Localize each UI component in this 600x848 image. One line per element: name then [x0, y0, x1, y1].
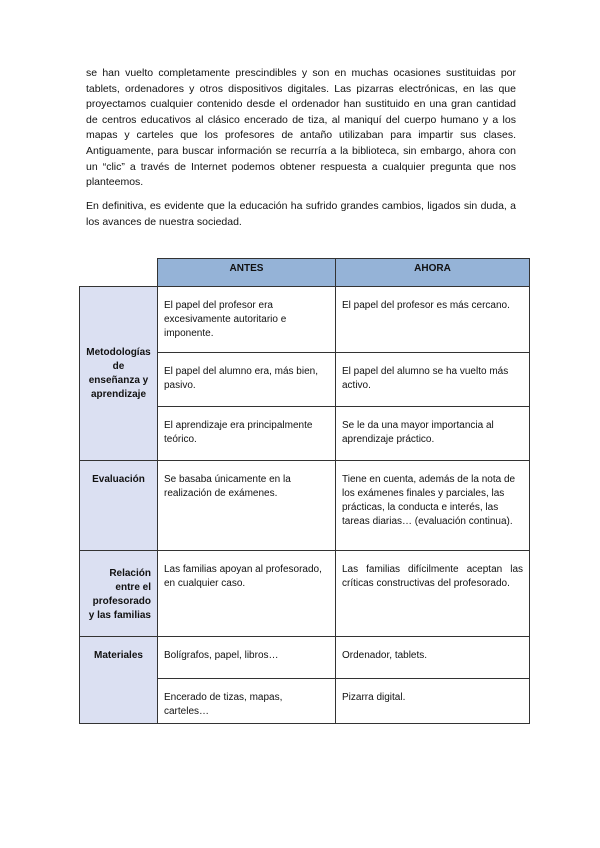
comparison-table	[79, 258, 530, 724]
table-corner	[80, 259, 158, 287]
cell-ahora-5: Las familias difícilmente aceptan las críticas constructivas del profesorado.	[336, 551, 530, 637]
body-paragraph-1: se han vuelto completamente prescindibles y son en muchas ocasiones sustituidas por tablets, ordenadores y otros dispositivos digitales. Las pizarras electrónicas, en las que proyectamos cualquier contenido desde el ordenador han sustituido en una gran cantidad de centros educativos al clásico encerado de tiza, al maniquí del cuerpo humano y a los mapas y carteles que los profesores de antaño utilizaban para impartir sus clases. Antiguamente, para buscar información se recurría a la biblioteca, sin embargo, ahora con un “clic” a través de Internet podemos obtener respuesta a cualquier pregunta que nos planteemos.	[86, 67, 516, 189]
cell-ahora-4: Tiene en cuenta, además de la nota de los exámenes finales y parciales, las prácticas, la conducta e interés, las tareas diarias… (evaluación continua).	[336, 461, 530, 551]
cell-antes-3: El aprendizaje era principalmente teórico.	[158, 407, 336, 461]
cell-ahora-2: El papel del alumno se ha vuelto más activo.	[336, 353, 530, 407]
cell-antes-5: Las familias apoyan al profesorado, en cualquier caso.	[158, 551, 336, 637]
cell-antes-1: El papel del profesor era excesivamente autoritario e imponente.	[158, 287, 336, 353]
cell-ahora-7: Pizarra digital.	[336, 679, 530, 724]
category-evaluacion: Evaluación	[80, 461, 158, 551]
header-ahora: AHORA	[336, 259, 530, 287]
cell-ahora-1: El papel del profesor es más cercano.	[336, 287, 530, 353]
category-metodologias: Metodologías de enseñanza y aprendizaje	[80, 287, 158, 461]
cell-ahora-3: Se le da una mayor importancia al aprendizaje práctico.	[336, 407, 530, 461]
category-relacion: Relación entre el profesorado y las familias	[80, 551, 158, 637]
cell-antes-2: El papel del alumno era, más bien, pasivo.	[158, 353, 336, 407]
cell-antes-7: Encerado de tizas, mapas, carteles…	[158, 679, 336, 724]
header-antes: ANTES	[158, 259, 336, 287]
category-materiales: Materiales	[80, 637, 158, 724]
body-paragraph-2: En definitiva, es evidente que la educación ha sufrido grandes cambios, ligados sin duda, a los avances de nuestra sociedad.	[86, 200, 516, 228]
cell-ahora-6: Ordenador, tablets.	[336, 637, 530, 679]
cell-antes-4: Se basaba únicamente en la realización de exámenes.	[158, 461, 336, 551]
cell-antes-6: Bolígrafos, papel, libros…	[158, 637, 336, 679]
